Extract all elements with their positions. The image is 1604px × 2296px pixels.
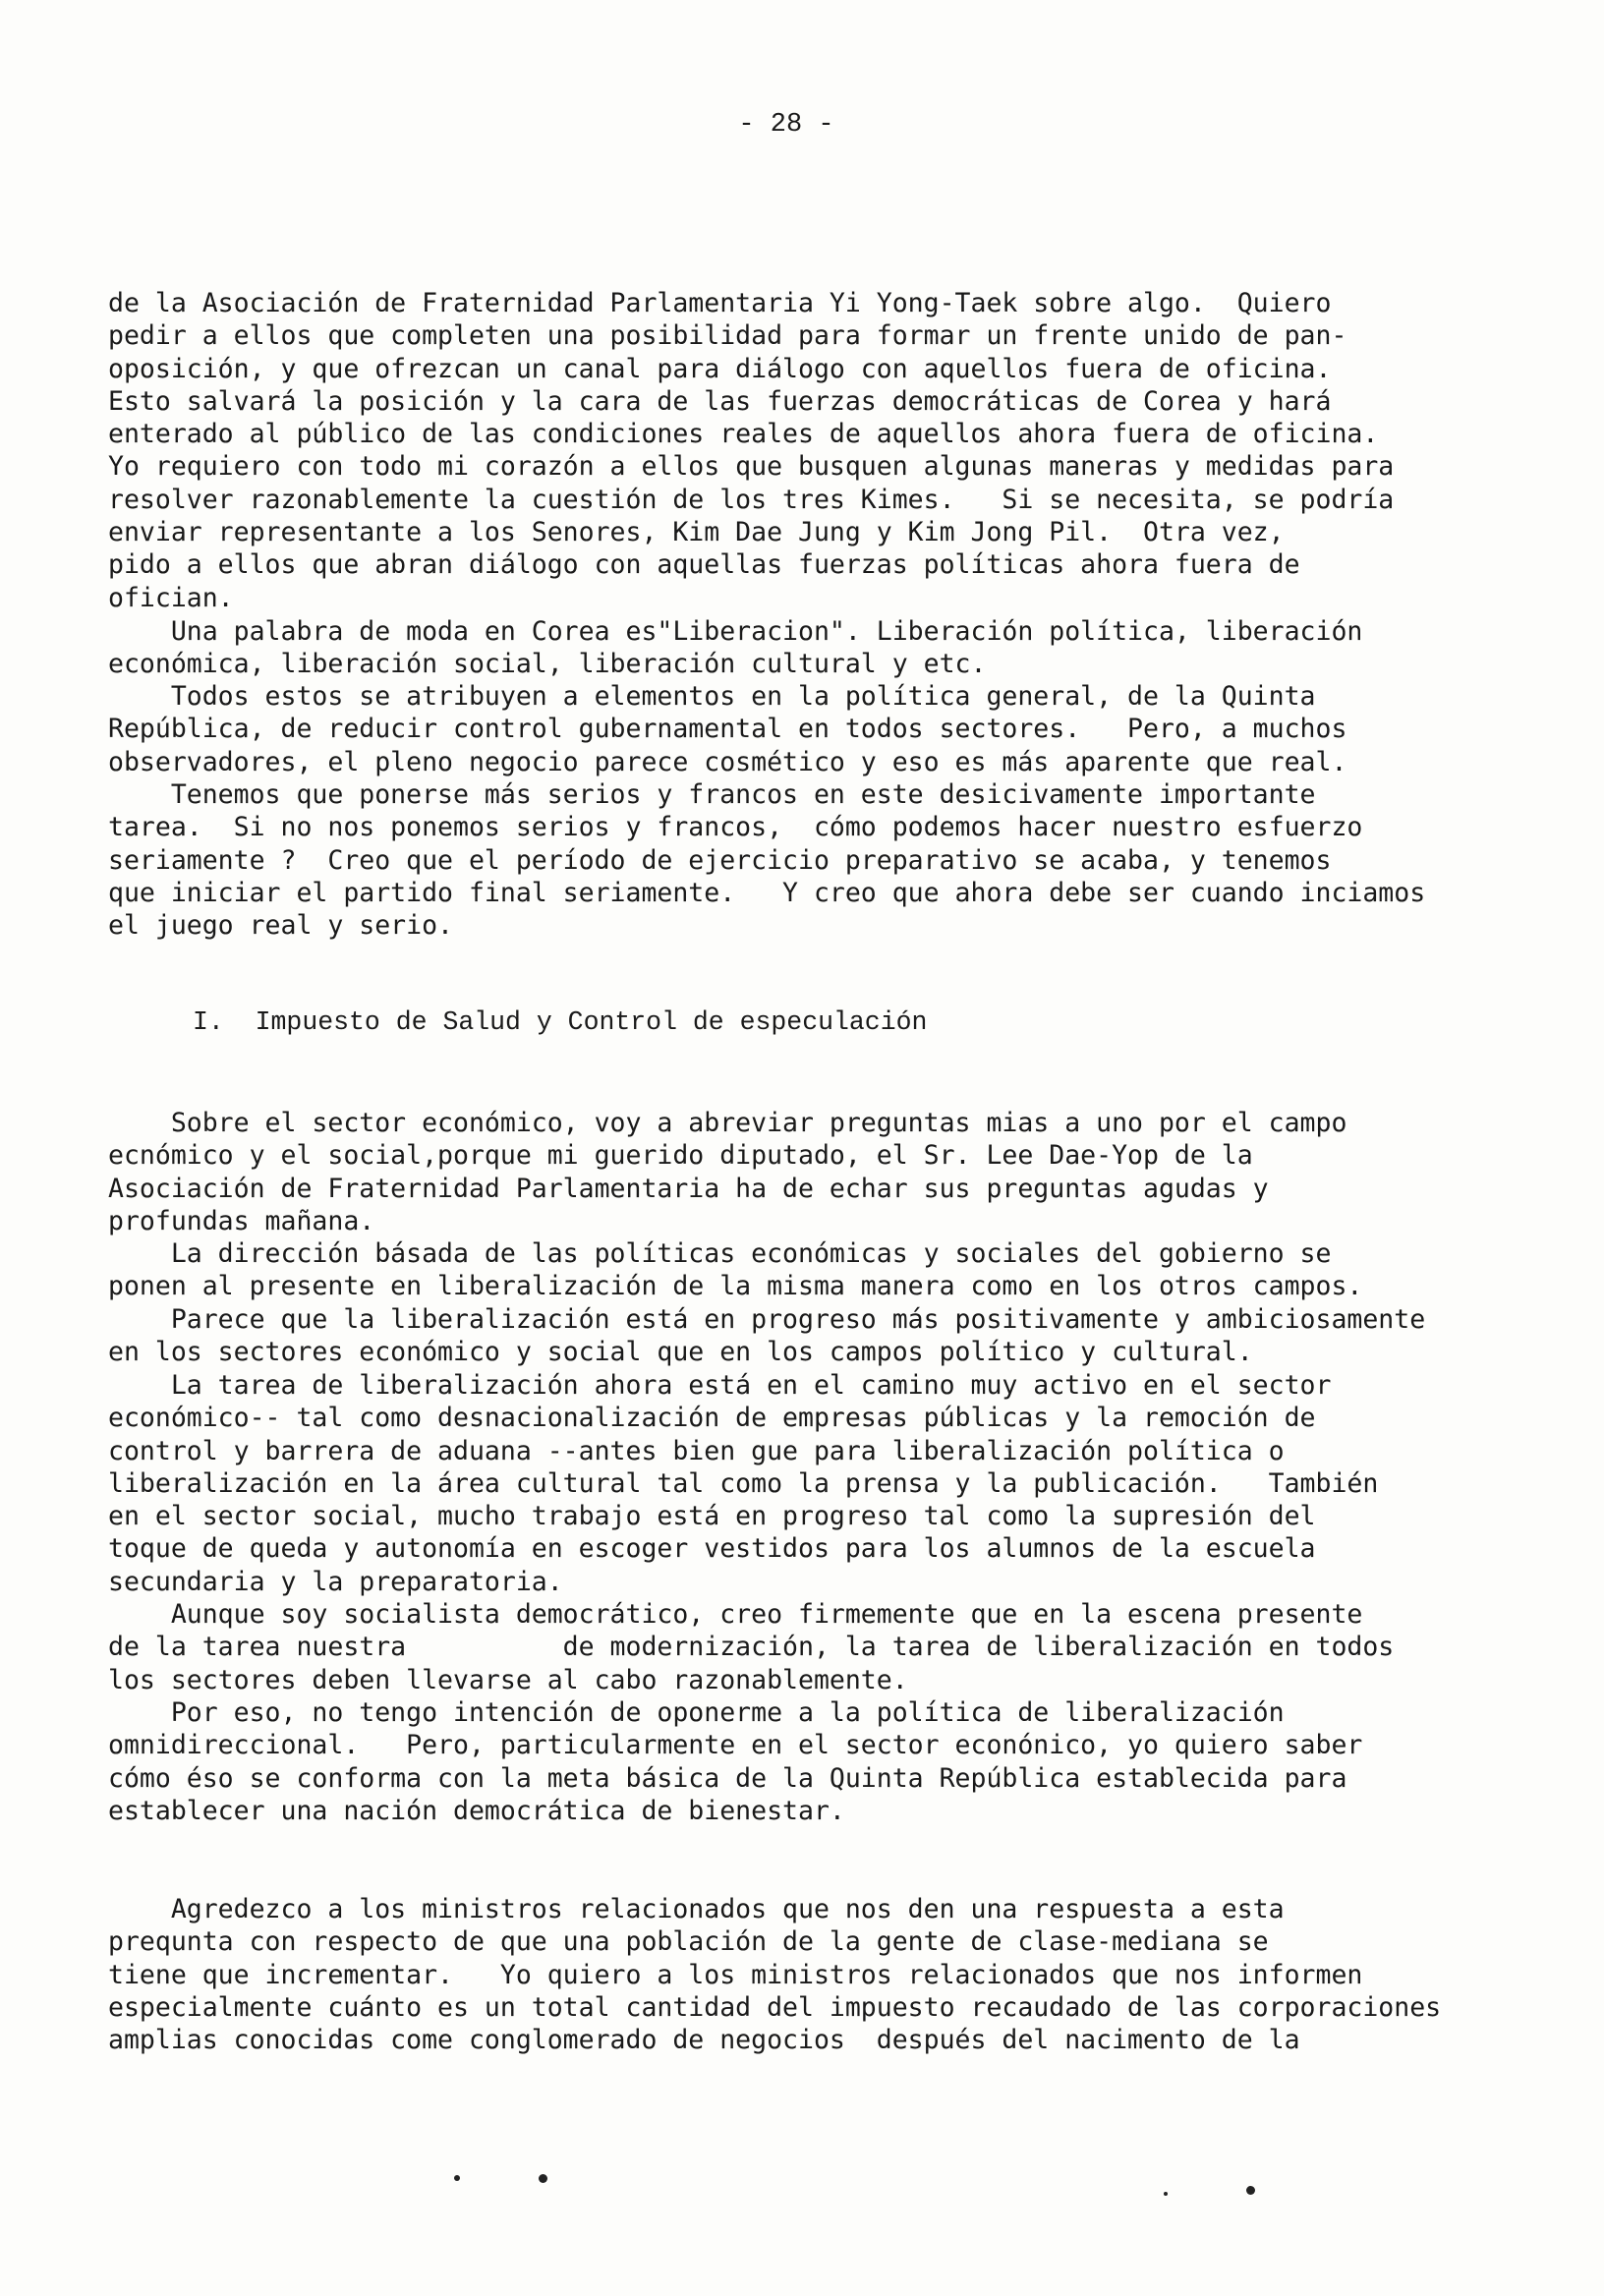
paragraph-9: Aunque soy socialista democrático, creo firmemente que en la escena presente de la tarea nuestra de modernización, la tarea de liberalización en todos los sectores deben llevarse al cabo razonablemente. [108, 1599, 1395, 1695]
scan-speck [1164, 2192, 1168, 2196]
page-number: - 28 - [738, 110, 834, 140]
paragraph-8: La tarea de liberalización ahora está en el camino muy activo en el sector económico-- tal como desnacionalización de empresas públicas y la remoción de control y barrera de aduana --antes bien gue para liberalización política o liberalización en la área cultural tal como la prensa y la publicación. También en el sector social, mucho trabajo está en progreso tal como la supresión del toque de queda y autonomía en escoger vestidos para los alumnos de la escuela secundaria y la preparatoria. [108, 1370, 1379, 1597]
paragraph-1: de la Asociación de Fraternidad Parlamentaria Yi Yong-Taek sobre algo. Quiero pedir a ellos que completen una posibilidad para formar un frente unido de pan- oposición, y que ofrezcan un canal para diálogo con aquellos fuera de oficina. Esto salvará la posición y la cara de las fuerzas democráticas de Corea y hará enterado al público de las condiciones reales de aquellos ahora fuera de oficina. Yo requiero con todo mi corazón a ellos que busquen algunas maneras y medidas para resolver razonablemente la cuestión de los tres Kimes. Si se necesita, se podría enviar representante a los Senores, Kim Dae Jung y Kim Jong Pil. Otra vez, pido a ellos que abran diálogo con aquellas fuerzas políticas ahora fuera de ofician. [108, 288, 1395, 613]
paragraph-3: Todos estos se atribuyen a elementos en la política general, de la Quinta República, de reducir control gubernamental en todos sectores. Pero, a muchos observadores, el pleno negocio parece cosmético y eso es más aparente que real. [108, 681, 1347, 777]
paragraph-5: Sobre el sector económico, voy a abreviar preguntas mias a uno por el campo ecnómico y el social,porque mi guerido diputado, el Sr. Lee Dae-Yop de la Asociación de Fraternidad Parlamentaria ha de echar sus preguntas agudas y profundas mañana. [108, 1108, 1347, 1236]
paragraph-4: Tenemos que ponerse más serios y francos en este desicivamente importante tarea. Si no nos ponemos serios y francos, cómo podemos hacer nuestro esfuerzo seriamente ? Creo que el período de ejercicio preparativo se acaba, y tenemos que iniciar el partido final seriamente. Y creo que ahora debe ser cuando inciamos el juego real y serio. [108, 779, 1426, 942]
paragraph-6: La dirección básada de las políticas económicas y sociales del gobierno se ponen al presente en liberalización de la misma manera como en los otros campos. [108, 1238, 1363, 1302]
scan-speck [539, 2174, 547, 2183]
paragraph-10: Por eso, no tengo intención de oponerme a la política de liberalización omnidireccional. Pero, particularmente en el sector econónico, yo quiero saber cómo éso se conforma con la meta básica de la Quinta República establecida para establecer una nación democrática de bienestar. [108, 1697, 1363, 1826]
paragraph-11: Agredezco a los ministros relacionados que nos den una respuesta a esta prequnta con respecto de que una población de la gente de clase-mediana se tiene que incrementar. Yo quiero a los ministros relacionados que nos informen especialmente cuánto es un total cantidad del impuesto recaudado de las corporaciones amplias conocidas come conglomerado de negocios después del nacimento de la [108, 1894, 1442, 2056]
scan-speck [454, 2175, 460, 2181]
paragraph-2: Una palabra de moda en Corea es"Liberacion". Liberación política, liberación económica, liberación social, liberación cultural y etc. [108, 616, 1363, 680]
section-heading: I. Impuesto de Salud y Control de especulación [193, 1007, 928, 1037]
paragraph-7: Parece que la liberalización está en progreso más positivamente y ambiciosamente en los sectores económico y social que en los campos político y cultural. [108, 1304, 1426, 1368]
scan-speck [1246, 2186, 1255, 2195]
